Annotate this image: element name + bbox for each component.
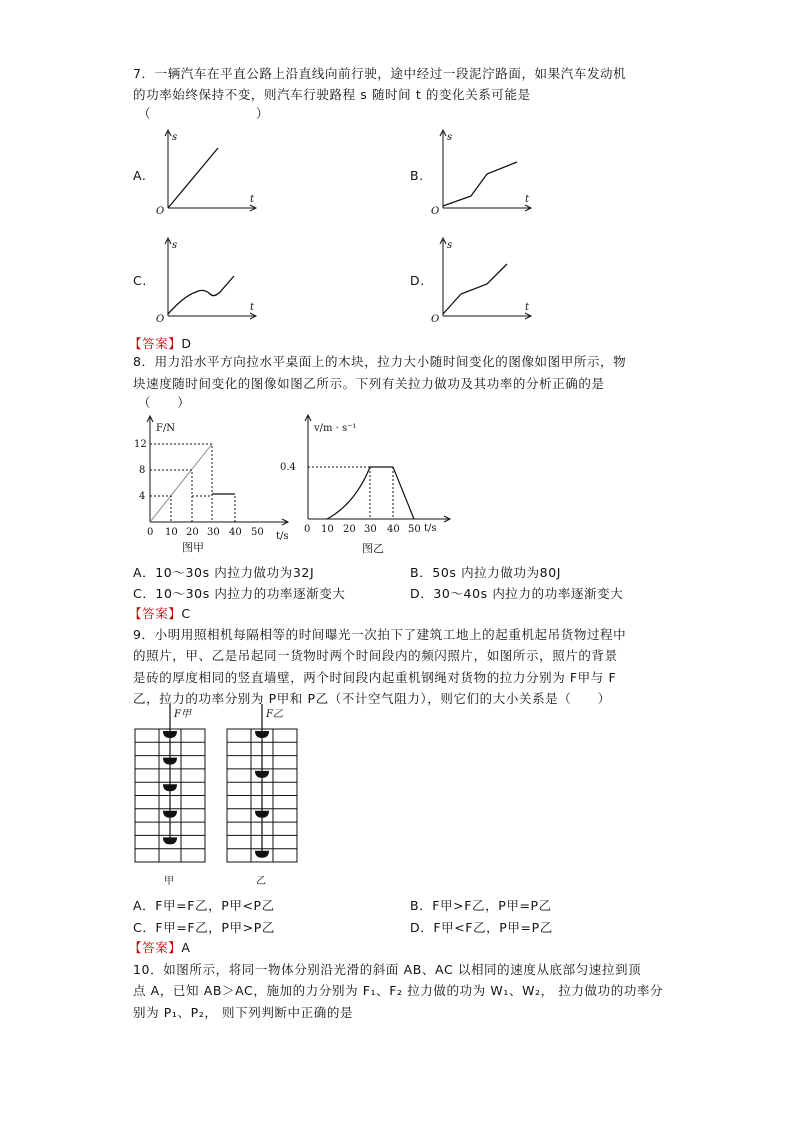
figure-caption: 甲 — [164, 876, 174, 887]
graph-a — [152, 128, 262, 216]
q8-text: 块速度随时间变化的图像如图乙所示。下列有关拉力做功及其功率的分析正确的是 — [133, 376, 605, 391]
q7-option-b[interactable]: B. — [410, 168, 424, 183]
q7-option-d[interactable]: D. — [410, 273, 425, 288]
q9-option-d[interactable]: D．F甲<F乙，P甲=P乙 — [410, 920, 553, 935]
q8-option-a[interactable]: A．10～30s 内拉力做功为32J — [133, 565, 315, 580]
cargo — [255, 851, 269, 858]
origin-label: O — [431, 206, 440, 217]
figure-flash-photos — [130, 702, 310, 892]
graph-d — [427, 236, 537, 324]
x-tick: 0 — [304, 524, 311, 535]
q8-bracket: （ ） — [138, 395, 191, 410]
y-tick: 4 — [139, 491, 146, 502]
x-tick: 30 — [364, 524, 377, 535]
axis-label-t: t — [250, 302, 255, 313]
force-label: F乙 — [266, 709, 283, 720]
cargo — [255, 731, 269, 738]
graph-line — [168, 148, 218, 208]
x-tick: 0 — [147, 527, 154, 538]
q10-text: 点 A，已知 AB＞AC，施加的力分别为 F₁、F₂ 拉力做的功为 W₁、W₂， 拉力做功的功率分 — [133, 983, 664, 998]
q8-text: 8．用力沿水平方向拉水平桌面上的木块，拉力大小随时间变化的图像如图甲所示，物 — [133, 354, 627, 369]
q8-option-c[interactable]: C．10～30s 内拉力的功率逐渐变大 — [133, 586, 346, 601]
cargo — [163, 758, 177, 765]
x-tick: 30 — [207, 527, 220, 538]
answer-value: D — [181, 336, 192, 351]
x-tick: 40 — [387, 524, 400, 535]
x-tick: 50 — [408, 524, 421, 535]
q7-bracket: （ ） — [138, 106, 270, 121]
axis-label-s: s — [447, 132, 453, 143]
y-axis-label: F/N — [156, 423, 176, 434]
x-axis-label: t/s — [276, 531, 289, 542]
figure-caption: 图甲 — [182, 541, 204, 554]
graph-c — [152, 236, 262, 324]
cargo — [163, 811, 177, 818]
x-tick: 40 — [229, 527, 242, 538]
figure-caption: 图乙 — [362, 542, 384, 555]
answer-value: C — [181, 606, 191, 621]
figure-caption: 乙 — [256, 876, 266, 887]
cargo — [255, 771, 269, 778]
origin-label: O — [156, 206, 165, 217]
x-tick: 50 — [251, 527, 264, 538]
graph-line — [168, 276, 234, 314]
answer-value: A — [181, 940, 191, 955]
cargo — [255, 811, 269, 818]
origin-label: O — [156, 314, 165, 325]
y-tick: 8 — [139, 465, 146, 476]
cargo — [163, 837, 177, 844]
y-tick: 0.4 — [280, 462, 296, 473]
q8-option-b[interactable]: B．50s 内拉力做功为80J — [410, 565, 562, 580]
axis-label-s: s — [447, 240, 453, 251]
q7-text: 7．一辆汽车在平直公路上沿直线向前行驶，途中经过一段泥泞路面，如果汽车发动机 — [133, 66, 627, 81]
axis-label-t: t — [525, 302, 530, 313]
graph-line — [443, 264, 507, 314]
q7-option-a[interactable]: A. — [133, 168, 147, 183]
answer-label: 【答案】 — [129, 606, 182, 621]
q7-text: 的功率始终保持不变，则汽车行驶路程 s 随时间 t 的变化关系可能是 — [133, 87, 531, 102]
x-tick: 10 — [165, 527, 178, 538]
y-tick: 12 — [134, 439, 147, 450]
graph-b — [427, 128, 537, 216]
axis-label-s: s — [172, 240, 178, 251]
figure-yi-velocity-time — [280, 412, 460, 562]
axis-label-s: s — [172, 132, 178, 143]
answer-label: 【答案】 — [129, 336, 182, 351]
q10-text: 别为 P₁、P₂， 则下列判断中正确的是 — [133, 1005, 354, 1020]
graph-line — [443, 162, 517, 206]
q9-text: 乙，拉力的功率分别为 P甲和 P乙（不计空气阻力），则它们的大小关系是（ ） — [133, 691, 611, 706]
axis-label-t: t — [250, 194, 255, 205]
q9-text: 的照片，甲、乙是吊起同一货物时两个时间段内的频闪照片，如图所示，照片的背景 — [133, 648, 618, 663]
x-tick: 20 — [343, 524, 356, 535]
q7-answer — [129, 334, 192, 352]
q9-option-a[interactable]: A．F甲=F乙，P甲<P乙 — [133, 898, 275, 913]
q7-option-c[interactable]: C. — [133, 273, 147, 288]
q9-answer — [129, 938, 191, 956]
answer-label: 【答案】 — [129, 940, 182, 955]
q9-text: 是砖的厚度相同的竖直墙壁，两个时间段内起重机钢绳对货物的拉力分别为 F甲与 F — [133, 670, 617, 685]
figure-jia-force-time — [130, 415, 290, 555]
x-tick: 20 — [186, 527, 199, 538]
force-label: F甲 — [174, 709, 191, 720]
q9-option-b[interactable]: B．F甲>F乙，P甲=P乙 — [410, 898, 552, 913]
axis-label-t: t — [525, 194, 530, 205]
q8-answer — [129, 604, 191, 622]
origin-label: O — [431, 314, 440, 325]
y-axis-label: v/m · s⁻¹ — [314, 423, 357, 434]
q9-option-c[interactable]: C．F甲=F乙，P甲>P乙 — [133, 920, 275, 935]
q9-text: 9．小明用照相机每隔相等的时间曝光一次拍下了建筑工地上的起重机起吊货物过程中 — [133, 627, 627, 642]
q10-text: 10．如图所示，将同一物体分别沿光滑的斜面 AB、AC 以相同的速度从底部匀速拉到顶 — [133, 962, 642, 977]
x-tick: 10 — [321, 524, 334, 535]
x-axis-label: t/s — [424, 523, 437, 534]
cargo — [163, 731, 177, 738]
cargo — [163, 784, 177, 791]
q8-option-d[interactable]: D．30～40s 内拉力的功率逐渐变大 — [410, 586, 624, 601]
